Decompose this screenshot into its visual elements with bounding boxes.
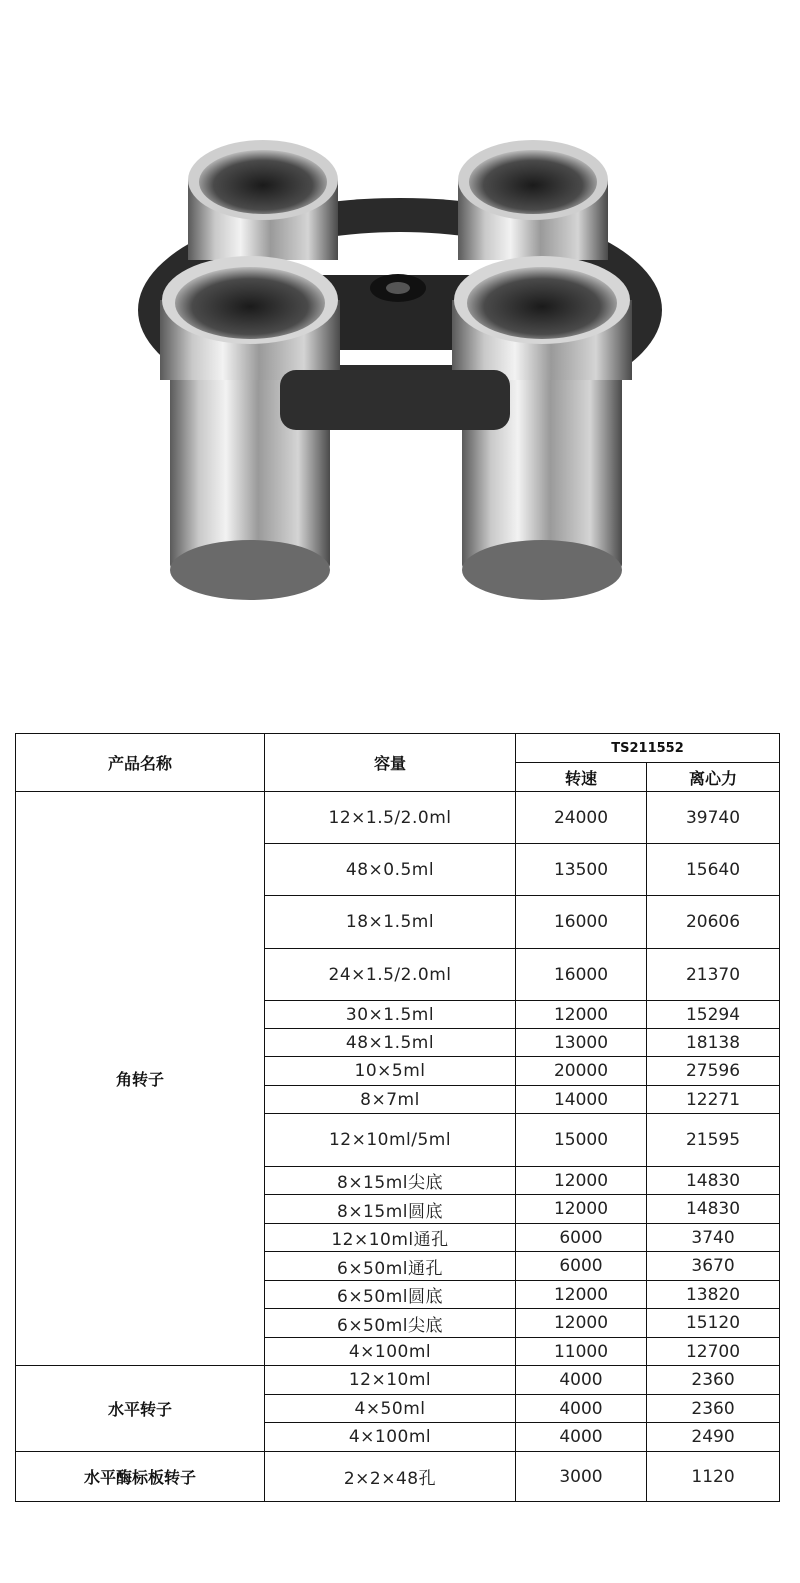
table-row [16, 1452, 780, 1502]
rotor-spec-table [15, 733, 780, 1502]
speed-cell: 12000 [516, 1001, 647, 1029]
force-cell: 15640 [647, 844, 780, 896]
header-force: 离心力 [647, 763, 780, 792]
capacity-cell: 6×50ml圆底 [265, 1281, 516, 1309]
force-cell: 12271 [647, 1086, 780, 1114]
force-cell: 15120 [647, 1309, 780, 1338]
speed-cell: 12000 [516, 1167, 647, 1195]
group-name-swing-rotor: 水平转子 [16, 1366, 265, 1452]
capacity-cell: 6×50ml通孔 [265, 1252, 516, 1281]
force-cell: 27596 [647, 1057, 780, 1086]
capacity-cell: 8×7ml [265, 1086, 516, 1114]
speed-cell: 12000 [516, 1281, 647, 1309]
capacity-cell: 8×15ml圆底 [265, 1195, 516, 1224]
force-cell: 14830 [647, 1167, 780, 1195]
group-name-angle-rotor: 角转子 [16, 792, 265, 1366]
header-product-name: 产品名称 [16, 734, 265, 792]
force-cell: 21370 [647, 949, 780, 1001]
capacity-cell: 12×10ml/5ml [265, 1114, 516, 1167]
table-row [16, 792, 780, 844]
speed-cell: 3000 [516, 1452, 647, 1502]
force-cell: 12700 [647, 1338, 780, 1366]
capacity-cell: 6×50ml尖底 [265, 1309, 516, 1338]
capacity-cell: 8×15ml尖底 [265, 1167, 516, 1195]
force-cell: 39740 [647, 792, 780, 844]
speed-cell: 16000 [516, 949, 647, 1001]
speed-cell: 13000 [516, 1029, 647, 1057]
header-capacity: 容量 [265, 734, 516, 792]
capacity-cell: 4×50ml [265, 1395, 516, 1423]
force-cell: 13820 [647, 1281, 780, 1309]
speed-cell: 15000 [516, 1114, 647, 1167]
force-cell: 1120 [647, 1452, 780, 1502]
capacity-cell: 2×2×48孔 [265, 1452, 516, 1502]
speed-cell: 12000 [516, 1309, 647, 1338]
speed-cell: 24000 [516, 792, 647, 844]
speed-cell: 16000 [516, 896, 647, 949]
speed-cell: 20000 [516, 1057, 647, 1086]
capacity-cell: 24×1.5/2.0ml [265, 949, 516, 1001]
capacity-cell: 12×10ml [265, 1366, 516, 1395]
header-speed: 转速 [516, 763, 647, 792]
speed-cell: 4000 [516, 1366, 647, 1395]
capacity-cell: 4×100ml [265, 1423, 516, 1452]
speed-cell: 6000 [516, 1224, 647, 1252]
capacity-cell: 12×1.5/2.0ml [265, 792, 516, 844]
speed-cell: 11000 [516, 1338, 647, 1366]
capacity-cell: 12×10ml通孔 [265, 1224, 516, 1252]
force-cell: 3740 [647, 1224, 780, 1252]
capacity-cell: 30×1.5ml [265, 1001, 516, 1029]
force-cell: 2490 [647, 1423, 780, 1452]
capacity-cell: 48×1.5ml [265, 1029, 516, 1057]
speed-cell: 12000 [516, 1195, 647, 1224]
capacity-cell: 10×5ml [265, 1057, 516, 1086]
force-cell: 3670 [647, 1252, 780, 1281]
force-cell: 18138 [647, 1029, 780, 1057]
speed-cell: 6000 [516, 1252, 647, 1281]
table-row [16, 1366, 780, 1395]
speed-cell: 4000 [516, 1423, 647, 1452]
force-cell: 2360 [647, 1395, 780, 1423]
force-cell: 2360 [647, 1366, 780, 1395]
group-name-microplate-rotor: 水平酶标板转子 [16, 1452, 265, 1502]
capacity-cell: 18×1.5ml [265, 896, 516, 949]
header-model: TS211552 [516, 734, 780, 763]
force-cell: 15294 [647, 1001, 780, 1029]
force-cell: 14830 [647, 1195, 780, 1224]
force-cell: 21595 [647, 1114, 780, 1167]
speed-cell: 14000 [516, 1086, 647, 1114]
force-cell: 20606 [647, 896, 780, 949]
speed-cell: 13500 [516, 844, 647, 896]
capacity-cell: 4×100ml [265, 1338, 516, 1366]
capacity-cell: 48×0.5ml [265, 844, 516, 896]
rotor-product-image [120, 100, 680, 640]
header-row-top [16, 734, 780, 763]
speed-cell: 4000 [516, 1395, 647, 1423]
